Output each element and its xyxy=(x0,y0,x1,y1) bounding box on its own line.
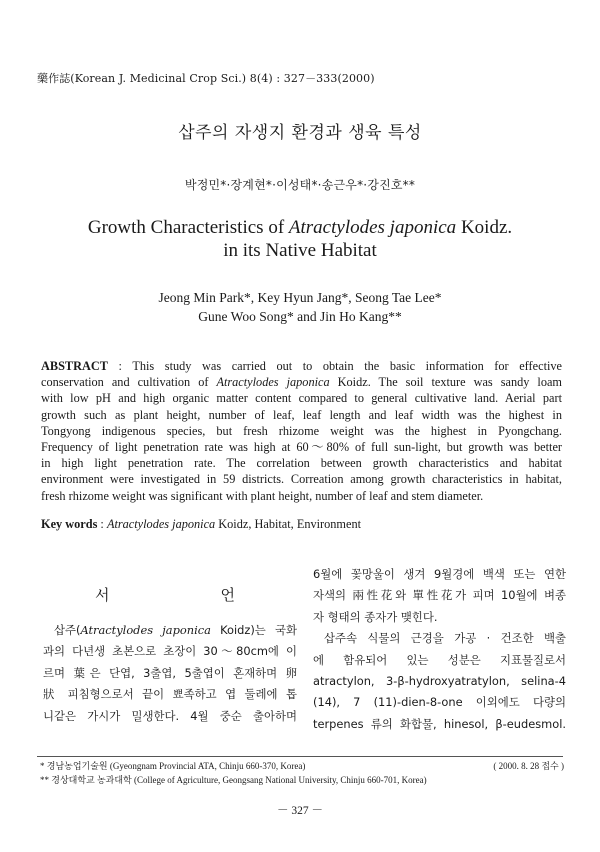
abstract-line: Tongyong indigenous species, but fresh rhizome weight was the highest in Pyongchang. xyxy=(41,423,562,438)
abstract-line: environment were investigated in 59 districts. Correation among growth characteristics in habitat, xyxy=(41,472,562,487)
authors-korean: 박정민*·장계현*·이성태*·송근우*·강진호** xyxy=(184,178,416,192)
keywords xyxy=(41,517,361,532)
abstract-text: This study was carried out to obtain the basic information for effective xyxy=(132,359,563,373)
section-heading-introduction xyxy=(95,584,235,605)
body-line: 에 함유되어 있는 성분은 지표물질로서 xyxy=(313,652,566,667)
page-number: － 327 － xyxy=(277,805,323,817)
received-date: ( 2000. 8. 28 접수 ) xyxy=(493,761,564,771)
title-korean: 삽주의 자생지 환경과 생육 특성 xyxy=(178,123,422,143)
abstract-line xyxy=(41,374,562,390)
body-text: 삽주( xyxy=(54,623,81,637)
body-line: 狀 피침형으로서 끝이 뾰족하고 엽 둘레에 톱 xyxy=(43,687,297,702)
body-left-column xyxy=(43,620,297,727)
footnote-1: * 경남농업기술원 (Gyeongnam Provincial ATA, Chinju 660-370, Korea) xyxy=(40,761,306,771)
journal-header: 藥作誌(Korean J. Medicinal Crop Sci.) 8(4) : 327－333(2000) xyxy=(37,72,375,85)
abstract-line: Frequency of light penetration rate was high at 60～80% of full sun-light, but growth was better xyxy=(41,440,562,455)
abstract-text: Koidz. The soil texture was sandy loam xyxy=(329,375,562,390)
keywords-species: Atractylodes japonica xyxy=(106,517,216,531)
authors-en-line2: Gune Woo Song* and Jin Ho Kang** xyxy=(198,309,402,324)
footnotes xyxy=(40,759,564,787)
body-line: 과의 다년생 초본으로 초장이 30～80cm에 이 xyxy=(43,644,297,659)
body-line xyxy=(43,620,297,641)
body-line: 삽주속 식물의 근경을 가공 · 건조한 백출 xyxy=(324,631,566,646)
authors-en-line1: Jeong Min Park*, Key Hyun Jang*, Seong Tae Lee* xyxy=(158,290,442,305)
body-line: 자 형태의 종자가 맺힌다. xyxy=(313,609,438,624)
body-line: (14), 7 (11)-dien-8-one 이외에도 다량의 xyxy=(313,695,566,710)
footnote-divider xyxy=(37,756,563,757)
abstract-line: fresh rhizome weight was significant with plant height, number of leaf and stem diameter. xyxy=(41,488,484,503)
abstract-line: with low pH and high organic matter content compared to general cultivative land. Aerial part xyxy=(41,391,562,406)
body-line: terpenes 류의 화합물, hinesol, β-eudesmol. xyxy=(313,716,566,731)
section-heading-char: 언 xyxy=(220,586,235,604)
authors-english xyxy=(0,288,600,326)
body-line: 6월에 꽃망울이 생겨 9월경에 백색 또는 연한 xyxy=(313,567,566,581)
abstract-sep: : xyxy=(107,359,133,373)
title-en-part1: Growth Characteristics of xyxy=(87,217,289,238)
abstract-text: conservation and cultivation of xyxy=(41,375,217,390)
title-en-part2: Koidz. xyxy=(456,217,513,238)
title-english xyxy=(0,216,600,262)
section-heading-char: 서 xyxy=(95,586,110,604)
abstract xyxy=(41,358,562,504)
keywords-label: Key words xyxy=(41,517,98,531)
body-line: 자색의 兩性花와 單性花가 피며 10월에 벼종 xyxy=(313,588,566,603)
footnote-2: ** 경상대학교 농과대학 (College of Agriculture, Geongsang National University, Chinju 660-701, Korea) xyxy=(40,775,427,785)
abstract-species: Atractylodes japonica xyxy=(216,375,330,390)
abstract-label: ABSTRACT xyxy=(41,359,108,373)
keywords-sep: : xyxy=(97,517,107,531)
body-right-column xyxy=(313,564,566,735)
abstract-line: in high light penetration rate. The correlation between growth characteristics and habitat xyxy=(41,456,562,471)
footnote-1-row xyxy=(40,759,564,773)
body-line: atractylon, 3-β-hydroxyatratylon, selina-4 xyxy=(313,674,566,689)
abstract-line xyxy=(41,358,562,374)
body-species: Atractylodes japonica xyxy=(80,623,211,637)
body-text: Koidz)는 국화 xyxy=(210,623,297,637)
title-en-species: Atractylodes japonica xyxy=(288,217,457,238)
keywords-rest: Koidz, Habitat, Environment xyxy=(215,517,362,531)
abstract-line: growth such as plant height, number of leaf, leaf length and leaf width was the highest in xyxy=(41,407,562,422)
body-line: 니같은 가시가 밀생한다. 4월 중순 출아하며 xyxy=(43,708,297,723)
title-en-line2: in its Native Habitat xyxy=(223,240,377,261)
body-line: 르며 葉은 단엽, 3출엽, 5출엽이 혼재하며 卵 xyxy=(43,665,297,680)
